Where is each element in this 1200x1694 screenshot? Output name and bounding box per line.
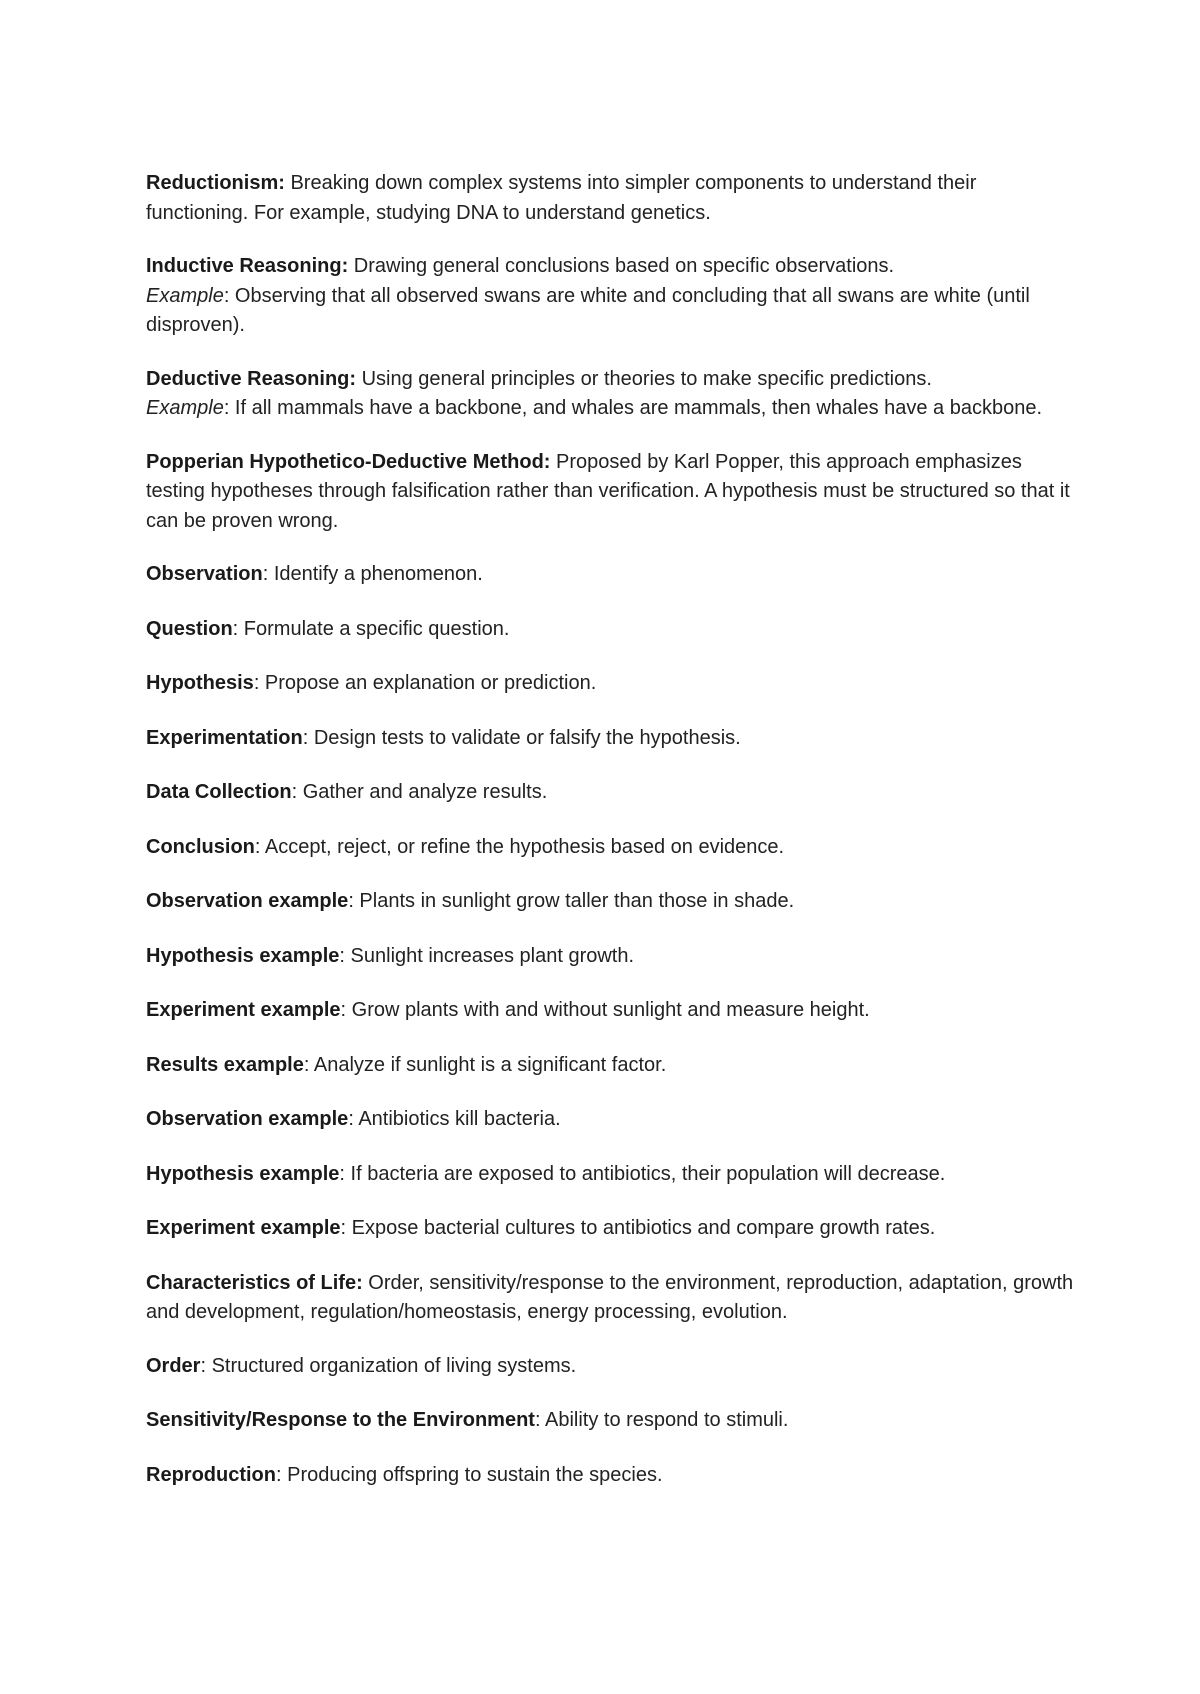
- paragraph-popperian-method: [146, 448, 1076, 537]
- definition-text: : Gather and analyze results.: [291, 781, 548, 803]
- paragraph-data-collection: [146, 778, 1076, 808]
- paragraph-conclusion: [146, 833, 1076, 863]
- definition-text: Drawing general conclusions based on specific observations.: [348, 255, 895, 277]
- paragraph-question: [146, 615, 1076, 645]
- document-body: [146, 169, 1076, 1515]
- paragraph-observation-example-2: [146, 1105, 1076, 1135]
- term-label: Hypothesis example: [146, 1162, 340, 1185]
- definition-text: : Producing offspring to sustain the species.: [276, 1463, 663, 1486]
- definition-text: : Ability to respond to stimuli.: [534, 1409, 789, 1431]
- definition-text: : Grow plants with and without sunlight and measure height.: [340, 999, 870, 1021]
- term-label: Observation example: [146, 1108, 349, 1130]
- term-label: Reductionism:: [146, 172, 285, 194]
- term-label: Popperian Hypothetico-Deductive Method:: [146, 450, 551, 473]
- paragraph-results-example: [146, 1051, 1076, 1081]
- definition-text: : Analyze if sunlight is a significant factor.: [303, 1053, 667, 1076]
- definition-text: : Sunlight increases plant growth.: [339, 944, 635, 967]
- paragraph-hypothesis-example-2: [146, 1160, 1076, 1190]
- term-label: Characteristics of Life:: [146, 1271, 363, 1294]
- definition-text: Breaking down complex systems into simpler components to understand their functioning. For example, studying DNA to understand genetics.: [146, 172, 977, 224]
- definition-text: Proposed by Karl Popper, this approach emphasizes testing hypotheses through falsification rather than verification. A hypothesis must be structured so that it can be proven wrong.: [146, 450, 1070, 532]
- example-text: : Observing that all observed swans are white and concluding that all swans are white (until disproven).: [146, 284, 1030, 336]
- example-text: : If all mammals have a backbone, and whales are mammals, then whales have a backbone.: [223, 397, 1043, 419]
- term-label: Inductive Reasoning:: [146, 255, 349, 277]
- definition-text: : If bacteria are exposed to antibiotics, their population will decrease.: [339, 1162, 946, 1185]
- definition-text: : Formulate a specific question.: [232, 617, 510, 640]
- paragraph-reproduction: [146, 1461, 1076, 1491]
- term-label: Results example: [146, 1053, 304, 1076]
- definition-text: Order, sensitivity/response to the environment, reproduction, adaptation, growth and development, regulation/homeostasis, energy processing, evolution.: [146, 1271, 1074, 1323]
- paragraph-observation: [146, 560, 1076, 590]
- definition-text: : Propose an explanation or prediction.: [253, 672, 597, 694]
- paragraph-experiment-example-2: [146, 1214, 1076, 1244]
- term-label: Hypothesis: [146, 672, 254, 694]
- term-label: Conclusion: [146, 835, 255, 858]
- term-label: Sensitivity/Response to the Environment: [146, 1409, 535, 1431]
- term-label: Data Collection: [146, 781, 292, 803]
- term-label: Experiment example: [146, 999, 341, 1021]
- term-label: Question: [146, 617, 233, 640]
- term-label: Hypothesis example: [146, 944, 340, 967]
- paragraph-sensitivity-response: [146, 1406, 1076, 1436]
- paragraph-hypothesis: [146, 669, 1076, 699]
- definition-text: : Antibiotics kill bacteria.: [348, 1108, 561, 1130]
- definition-text: Using general principles or theories to make specific predictions.: [356, 367, 932, 390]
- term-label: Experimentation: [146, 726, 303, 749]
- paragraph-order: [146, 1352, 1076, 1382]
- term-label: Experiment example: [146, 1217, 341, 1239]
- term-label: Observation: [146, 563, 263, 585]
- paragraph-deductive-reasoning: [146, 365, 1076, 424]
- paragraph-experimentation: [146, 724, 1076, 754]
- definition-text: : Structured organization of living systems.: [200, 1354, 577, 1377]
- example-label: Example: [146, 397, 224, 419]
- paragraph-experiment-example-1: [146, 996, 1076, 1026]
- definition-text: : Identify a phenomenon.: [262, 563, 483, 585]
- paragraph-reductionism: [146, 169, 1076, 228]
- paragraph-characteristics-of-life: [146, 1269, 1076, 1328]
- paragraph-observation-example-1: [146, 887, 1076, 917]
- term-label: Order: [146, 1354, 201, 1377]
- definition-text: : Design tests to validate or falsify the hypothesis.: [302, 726, 741, 749]
- paragraph-hypothesis-example-1: [146, 942, 1076, 972]
- definition-text: : Expose bacterial cultures to antibiotics and compare growth rates.: [340, 1217, 936, 1239]
- definition-text: : Plants in sunlight grow taller than those in shade.: [348, 890, 795, 912]
- term-label: Observation example: [146, 890, 349, 912]
- definition-text: : Accept, reject, or refine the hypothesis based on evidence.: [254, 835, 785, 858]
- example-label: Example: [146, 284, 224, 307]
- term-label: Deductive Reasoning:: [146, 367, 357, 390]
- term-label: Reproduction: [146, 1463, 276, 1486]
- paragraph-inductive-reasoning: [146, 252, 1076, 341]
